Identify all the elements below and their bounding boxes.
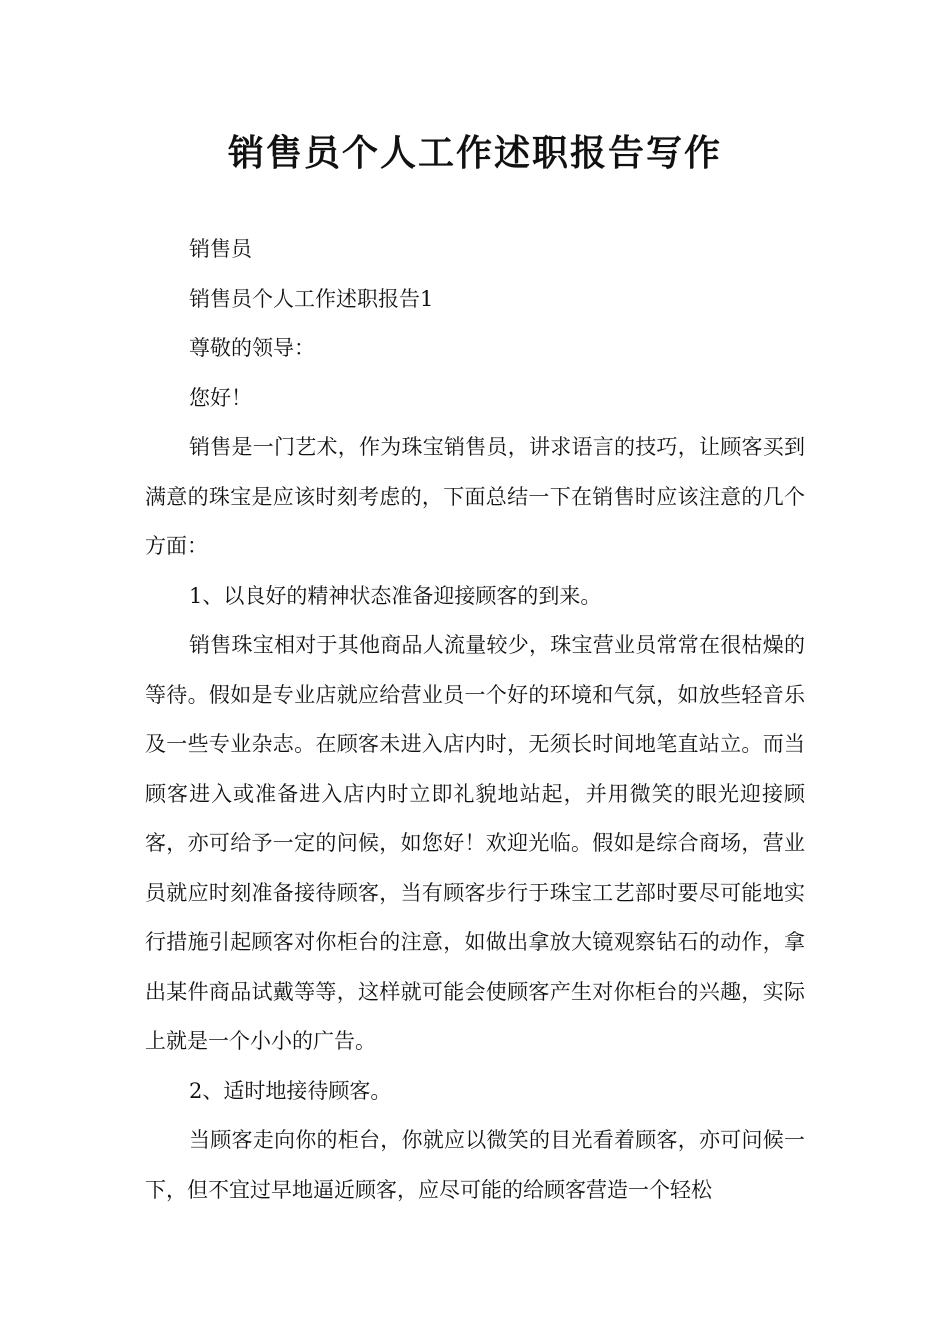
paragraph-body-2: 当顾客走向你的柜台，你就应以微笑的目光看着顾客，亦可问候一下，但不宜过早地逼近顾客，应尽可能的给顾客营造一个轻松	[145, 1128, 805, 1202]
document-title: 销售员个人工作述职报告写作	[227, 132, 722, 174]
paragraph-body-1: 销售珠宝相对于其他商品人流量较少，珠宝营业员常常在很枯燥的等待。假如是专业店就应给营业员一个好的环境和气氛，如放些轻音乐及一些专业杂志。在顾客未进入店内时，无须长时间地笔直站立。而当顾客进入或准备进入店内时立即礼貌地站起，并用微笑的眼光迎接顾客，亦可给予一定的问候，如您好！欢迎光临。假如是综合商场，营业员就应时刻准备接待顾客，当有顾客步行于珠宝工艺部时要尽可能地实行措施引起顾客对你柜台的注意，如做出拿放大镜观察钻石的动作，拿出某件商品试戴等等，这样就可能会使顾客产生对你柜台的兴趣，实际上就是一个小小的广告。	[145, 633, 805, 1053]
paragraph-heading-2: 2、适时地接待顾客。	[189, 1078, 392, 1103]
document-body	[145, 225, 805, 1215]
paragraph-salutation: 尊敬的领导：	[189, 336, 315, 360]
paragraph-intro: 销售是一门艺术，作为珠宝销售员，讲求语言的技巧，让顾客买到满意的珠宝是应该时刻考虑的，下面总结一下在销售时应该注意的几个方面：	[145, 435, 805, 558]
paragraph-subtitle: 销售员个人工作述职报告1	[189, 286, 434, 311]
paragraph-greeting: 您好！	[189, 385, 252, 410]
paragraph-category: 销售员	[189, 237, 252, 261]
paragraph-heading-1: 1、以良好的精神状态准备迎接顾客的到来。	[189, 583, 602, 608]
